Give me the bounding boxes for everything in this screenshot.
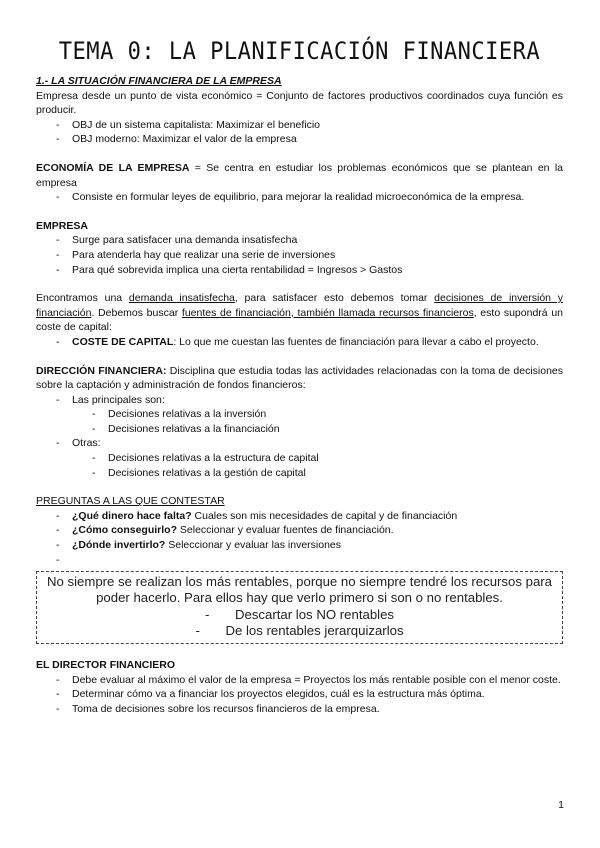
page-title: TEMA 0: LA PLANIFICACIÓN FINANCIERA: [58, 37, 541, 65]
coste-list: [36, 335, 563, 350]
text-run: , para satisfacer esto debemos tomar: [234, 292, 435, 305]
note-item: - De los rentables jerarquizarlos: [195, 622, 404, 638]
list-item: [36, 509, 563, 524]
list-item: - Para qué sobrevida implica una cierta rentabilidad = Ingresos > Gastos: [36, 263, 563, 278]
intro-paragraph: Empresa desde un punto de vista económico = Conjunto de factores productivos coordinados cuya función es producir.: [36, 89, 563, 117]
preguntas-list: [36, 509, 563, 567]
empresa-heading: EMPRESA: [36, 219, 88, 232]
coste-label: COSTE DE CAPITAL: [72, 335, 174, 348]
note-item-text: De los rentables jerarquizarlos: [225, 622, 404, 638]
list-subitem: - Decisiones relativas a la estructura de capital: [36, 451, 563, 466]
empresa-list: [36, 233, 563, 277]
preguntas-heading: PREGUNTAS A LAS QUE CONTESTAR: [36, 495, 225, 508]
director-list: [36, 673, 563, 717]
list-item: [36, 523, 563, 538]
list-item: - Surge para satisfacer una demanda insatisfecha: [36, 233, 563, 248]
economia-label: ECONOMÍA DE LA EMPRESA: [36, 161, 190, 174]
list-item: - Toma de decisiones sobre los recursos financieros de la empresa.: [36, 702, 563, 717]
section-heading: 1.- LA SITUACIÓN FINANCIERA DE LA EMPRESA: [36, 75, 282, 87]
answer: Seleccionar y evaluar las inversiones: [165, 539, 342, 552]
list-item: - Otras:: [36, 436, 563, 451]
question: ¿Qué dinero hace falta?: [72, 509, 192, 522]
note-item: - Descartar los NO rentables: [204, 606, 395, 622]
objectives-list: [36, 118, 563, 147]
economia-text: = Se centra en estudiar los problemas económicos que se plantean en la empresa: [36, 161, 563, 189]
list-subitem: - Decisiones relativas a la financiación: [36, 422, 563, 437]
list-item: [36, 335, 563, 350]
direccion-text: Disciplina que estudia todas las actividades relacionadas con la toma de decisiones sobre la captación y administración de fondos financieros:: [36, 364, 563, 392]
direccion-list: [36, 393, 563, 481]
director-heading: EL DIRECTOR FINANCIERO: [36, 659, 176, 672]
financing-paragraph: [36, 291, 563, 335]
text-run: . Debemos buscar: [91, 306, 182, 319]
list-item: - Debe evaluar al máximo el valor de la empresa = Proyectos los más rentable posible con el menor coste.: [36, 673, 563, 688]
economia-list: [36, 190, 563, 205]
answer: Seleccionar y evaluar fuentes de financiación.: [177, 524, 394, 537]
list-item: - OBJ moderno: Maximizar el valor de la empresa: [36, 132, 563, 147]
document-page: [36, 36, 563, 716]
list-subitem: - Decisiones relativas a la inversión: [36, 407, 563, 422]
underlined-term: fuentes de financiación, también llamada recursos financieros: [181, 306, 474, 319]
page-number: 1: [558, 799, 564, 811]
list-item: - OBJ de un sistema capitalista: Maximizar el beneficio: [36, 118, 563, 133]
underlined-term: demanda insatisfecha: [128, 292, 235, 305]
list-item-empty: [36, 553, 563, 568]
text-run: , esto supondrá un coste de capital:: [36, 306, 563, 334]
list-item: - Para atenderla hay que realizar una serie de inversiones: [36, 248, 563, 263]
direccion-label: DIRECCIÓN FINANCIERA:: [36, 364, 167, 377]
direccion-paragraph: [36, 364, 563, 393]
question: ¿Dónde invertirlo?: [72, 539, 166, 552]
list-item: - Consiste en formular leyes de equilibrio, para mejorar la realidad microeconómica de la empresa.: [36, 190, 563, 205]
text-run: Encontramos una: [36, 292, 129, 305]
note-box: [36, 571, 563, 644]
list-item: [36, 538, 563, 553]
answer: Cuales son mis necesidades de capital y de financiación: [191, 509, 458, 522]
list-item: - Determinar cómo va a financiar los proyectos elegidos, cuál es la estructura más óptima.: [36, 687, 563, 702]
list-subitem: - Decisiones relativas a la gestión de capital: [36, 466, 563, 481]
coste-text: : Lo que me cuestan las fuentes de financiación para llevar a cabo el proyecto.: [173, 335, 539, 348]
question: ¿Cómo conseguirlo?: [72, 524, 177, 537]
economia-paragraph: [36, 161, 563, 190]
note-text: No siempre se realizan los más rentables, porque no siempre tendré los recursos para poder hacerlo. Para ellos hay que verlo primero si son o no rentables.: [46, 574, 553, 606]
note-item-text: Descartar los NO rentables: [234, 606, 395, 622]
list-item: - Las principales son:: [36, 393, 563, 408]
underlined-term: decisiones de inversión y financiación: [36, 292, 563, 319]
